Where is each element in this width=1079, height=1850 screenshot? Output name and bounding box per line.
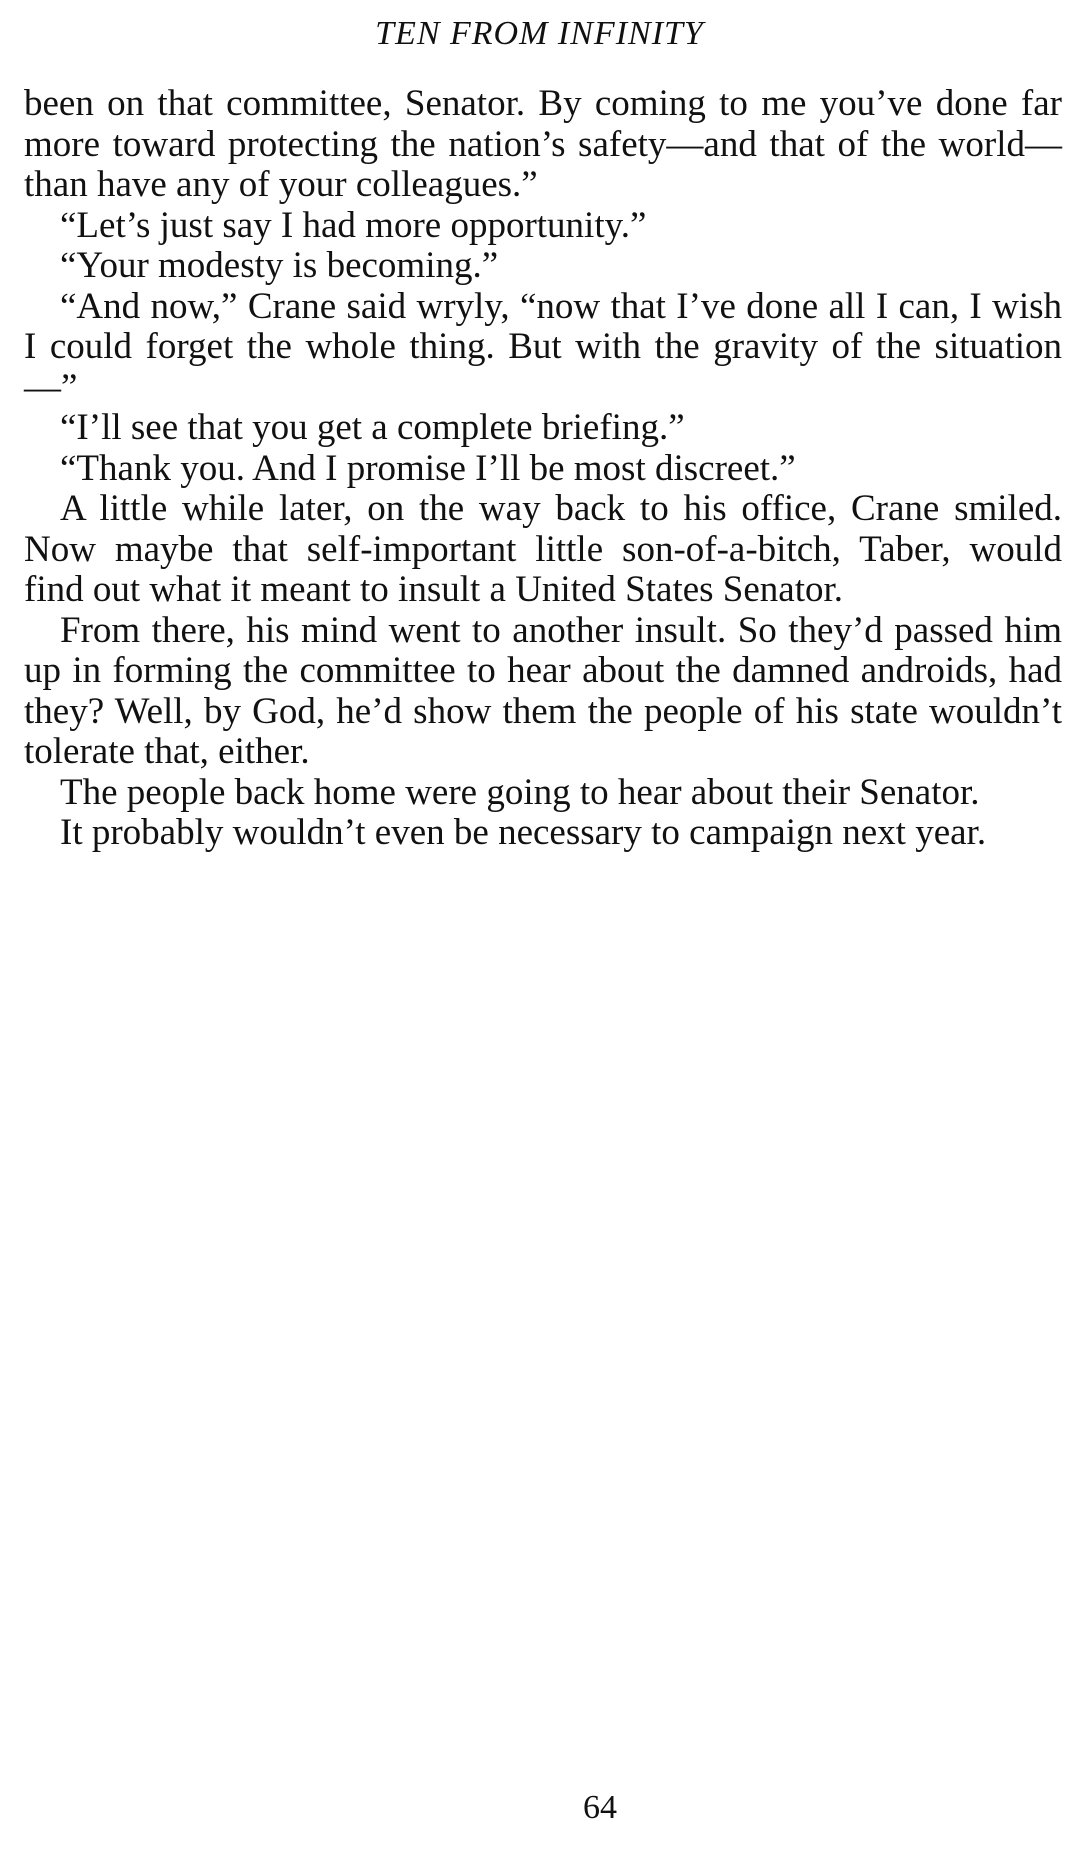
paragraph: “Let’s just say I had more opportunity.” (60, 204, 647, 246)
paragraph: “And now,” Crane said wryly, “now that I’ve done all I can, I wish I could forget the whole thing. But with the gravity of the situation—” (24, 285, 1062, 408)
paragraph-continuation: been on that committee, Senator. By coming to me you’ve done far more toward protecting the nation’s safety—and that of the world—than have any of your colleagues.” (24, 83, 1062, 205)
paragraph: It probably wouldn’t even be necessary to campaign next year. (60, 812, 987, 853)
paragraph: From there, his mind went to another insult. So they’d passed him up in forming the committee to hear about the damned androids, had they? Well, by God, he’d show them the people of his state wouldn’t tolerate that, either. (24, 609, 1062, 772)
paragraph: “Your modesty is becoming.” (60, 245, 499, 286)
paragraph: “Thank you. And I promise I’ll be most discreet.” (60, 447, 796, 489)
page-number: 64 (583, 1789, 617, 1826)
paragraph: A little while later, on the way back to his office, Crane smiled. Now maybe that self-important little son-of-a-bitch, Taber, would find out what it meant to insult a United States Senator. (24, 488, 1062, 610)
paragraph: “I’ll see that you get a complete briefing.” (60, 407, 685, 448)
paragraph: The people back home were going to hear about their Senator. (60, 771, 980, 813)
body-text (24, 84, 1062, 854)
running-head: TEN FROM INFINITY (375, 15, 704, 52)
